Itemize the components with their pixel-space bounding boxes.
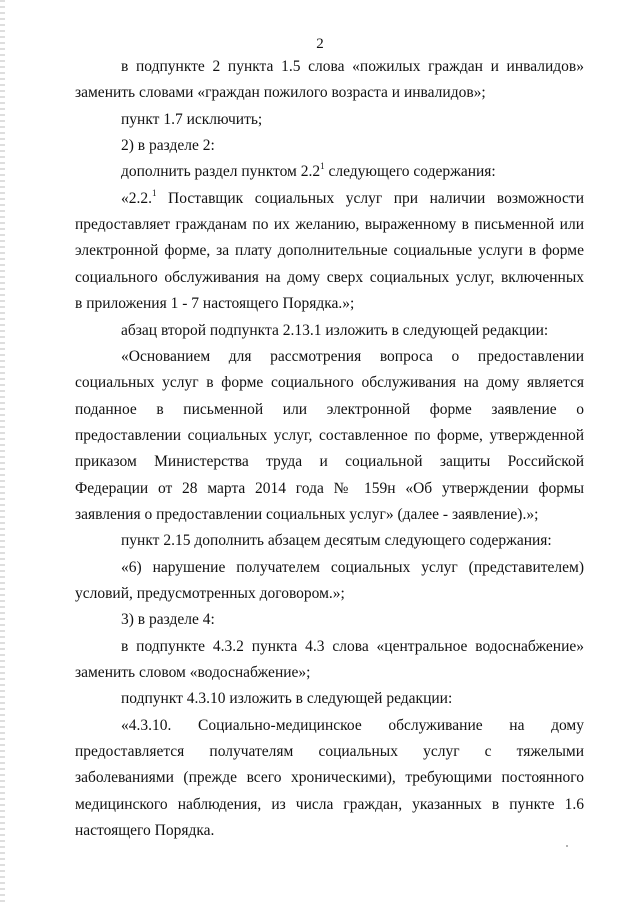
text-line	[121, 637, 584, 657]
line-text: дополнить раздел пунктом 2.2	[121, 163, 321, 181]
text-line	[75, 373, 584, 393]
line-text: заменить словами «граждан пожилого возраста и инвалидов»;	[75, 84, 486, 102]
line-text: пункт 1.7 исключить;	[121, 110, 263, 128]
text-line	[121, 321, 584, 341]
line-text: условий, предусмотренных договором.»;	[75, 585, 345, 602]
text-line	[75, 83, 584, 103]
text-line	[121, 347, 584, 367]
text-line	[75, 821, 584, 841]
line-text: пункт 2.15 дополнить абзацем десятым следующего содержания:	[121, 532, 552, 550]
text-line	[121, 689, 584, 709]
text-line	[121, 136, 584, 156]
text-line	[75, 215, 584, 235]
text-line	[75, 479, 584, 499]
text-line	[121, 716, 584, 736]
text-line	[121, 531, 584, 551]
text-line	[121, 189, 584, 209]
line-text: электронной форме, за плату дополнительные социальные услуги в форме	[75, 242, 584, 260]
line-text: заявления о предоставлении социальных услуг» (далее - заявление).»;	[75, 505, 539, 523]
line-text: в подпункте 4.3.2 пункта 4.3 слова «центральное водоснабжение»	[121, 637, 584, 655]
line-text: «2.2.	[121, 189, 152, 207]
line-text: «Основанием для рассмотрения вопроса о предоставлении	[121, 347, 584, 365]
text-line	[75, 505, 584, 525]
line-text-tail: Поставщик социальных услуг при наличии возможности	[156, 189, 584, 207]
scan-speck	[566, 845, 568, 847]
page-number: 2	[316, 36, 324, 52]
line-text: предоставляет гражданам по их желанию, выраженному в письменной или	[75, 216, 584, 234]
text-line	[121, 610, 584, 630]
text-line	[75, 426, 584, 446]
text-line	[121, 110, 584, 130]
text-line	[75, 742, 584, 762]
line-text: предоставляется получателям социальных услуг с тяжелыми	[75, 743, 584, 761]
text-line	[75, 795, 584, 815]
line-text-tail: следующего содержания:	[324, 163, 496, 181]
text-line	[75, 452, 584, 472]
text-line	[121, 162, 584, 182]
line-text: заболеваниями (прежде всего хроническими), требующими постоянного	[75, 769, 584, 787]
superscript: 1	[320, 161, 325, 172]
text-line	[75, 400, 584, 420]
line-text: медицинского наблюдения, из числа граждан, указанных в пункте 1.6	[75, 795, 584, 813]
superscript: 1	[152, 188, 157, 198]
text-line	[75, 268, 584, 288]
line-text: 3) в разделе 4:	[121, 611, 215, 629]
text-line	[75, 663, 584, 683]
text-line	[75, 241, 584, 261]
line-text: Федерации от 28 марта 2014 года № 159н «Об утверждении формы	[75, 479, 584, 497]
line-text: приказом Министерства труда и социальной защиты Российской	[75, 453, 584, 471]
line-text: в приложения 1 - 7 настоящего Порядка.»;	[75, 295, 355, 313]
line-text: предоставлении социальных услуг, составленное по форме, утвержденной	[75, 426, 584, 444]
line-text: в подпункте 2 пункта 1.5 слова «пожилых граждан и инвалидов»	[121, 58, 584, 75]
line-text: поданное в письменной или электронной форме заявление о	[75, 400, 584, 418]
line-text: «6) нарушение получателем социальных услуг (представителем)	[121, 558, 584, 576]
line-text: настоящего Порядка.	[75, 822, 215, 840]
text-line	[75, 584, 584, 604]
line-text: социальных услуг в форме социального обслуживания на дому является	[75, 374, 584, 392]
text-line	[121, 57, 584, 77]
scan-edge-decoration	[0, 0, 5, 905]
line-text: заменить словом «водоснабжение»;	[75, 664, 311, 682]
line-text: подпункт 4.3.10 изложить в следующей редакции:	[121, 690, 453, 708]
line-text: «4.3.10. Социально-медицинское обслуживание на дому	[121, 716, 584, 734]
text-line	[121, 558, 584, 578]
line-text: 2) в разделе 2:	[121, 137, 215, 155]
line-text: абзац второй подпункта 2.13.1 изложить в следующей редакции:	[121, 321, 549, 339]
line-text: социального обслуживания на дому сверх социальных услуг, включенных	[75, 268, 584, 286]
text-line	[75, 294, 584, 314]
text-line	[75, 768, 584, 788]
